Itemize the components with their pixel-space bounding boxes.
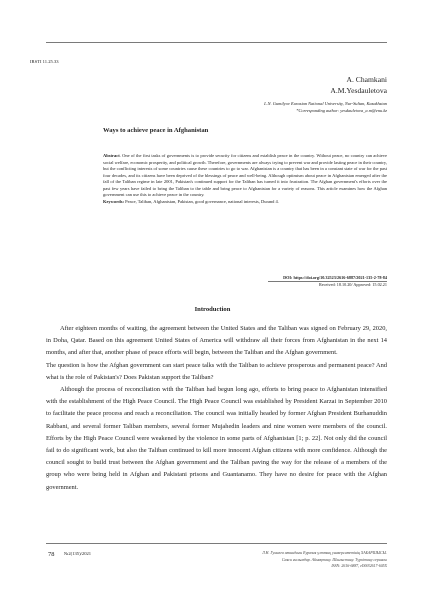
- journal-issn: ISSN: 2616-6887, eISSN2617-605X: [331, 564, 387, 568]
- author-name: A.M.Yesdauletova: [330, 86, 387, 95]
- journal-name: Л.Н. Гумилев атындағы Еуразия ұлттық университетінің ХАБАРШЫСЫ.: [262, 551, 387, 555]
- authors-block: [330, 74, 387, 96]
- journal-issue: №2(135)/2021: [64, 551, 92, 556]
- body-paragraph: After eighteen months of waiting, the agreement between the United States and the Taliban was signed on February 29, 2020, in Doha, Qatar. Based on this agreement United States of America will withdraw all their forces from Afghanistan in the next 14 months, and after that, another phase of peace efforts will begin, between the Taliban and the Afghan government.: [46, 325, 387, 357]
- abstract-text: . One of the first tasks of governments is to provide security for citizens and establish peace in the country. Without peace, no country can achieve social welfare, economic prosperity, and political growth. Therefore, governments are always trying to prevent war and provide lasting peace in their country, but the conflicting interests of some countries cause these countries to go to war. Afghanistan is a country that has been in a constant state of war for the past four decades, and its citizens have been deprived of the blessings of peace and well-being. Although optimism about peace in Afghanistan emerged after the fall of the Taliban regime in late 2001, Pakistan's continued support for the Taliban has turned it into frustration. The Afghan government's efforts over the past few years have failed to bring the Taliban to the table and bring peace to Afghanistan for a variety of reasons. This article examines how the Afghan government can use this to achieve peace in the country.: [103, 153, 387, 198]
- section-heading: Introduction: [194, 306, 231, 313]
- author-name: A. Chamkani: [346, 75, 387, 84]
- page-footer: [46, 545, 387, 580]
- abstract-paragraph: [103, 153, 387, 199]
- keywords-paragraph: [103, 199, 387, 206]
- journal-series: Саяси ғылымдар. Аймақтану. Шығыстану. Түркітану сериясы: [281, 557, 387, 562]
- body-paragraph: Although the process of reconciliation with the Taliban had begun long ago, efforts to bring peace to Afghanistan intensified with the establishment of the High Peace Council. The High Peace Council was established by President Karzai in September 2010 to facilitate the peace process and reach a reconciliation. The council was initially headed by former Afghan President Burhanuddin Rabbani, and several former Taliban members, several former Mujahedin leaders and nine women were members of the council. Efforts by the High Peace Council were weakened by the violence in some parts of Afghanistan [1; p. 22]. Not only did the council fail to do significant work, but also the Taliban continued to kill more innocent Afghan citizens with more confidence. Although the council sought to build trust between the Afghan government and the Taliban paving the way for the release of a members of the group who were being held in Afghan and Pakistani prisons and Guantanamo. They have no desire for peace with the Afghan government.: [46, 386, 387, 491]
- article-title: Ways to achieve peace in Afghanistan: [103, 127, 209, 134]
- abstract-block: [103, 153, 387, 205]
- doi-link[interactable]: DOI: https://doi.org/10.32523/2616-6887/2021-135-2-78-84: [283, 275, 387, 280]
- corresponding-author: *Corresponding author: yesdauletova_a.m@enu.kz: [296, 108, 387, 113]
- affiliation: L.N. Gumilyov Eurasian National University, Nur-Sultan, Kazakhstan: [264, 101, 387, 106]
- keywords-text: Peace, Taliban, Afghanistan, Pakistan, good governance, national interests, Durand 4.: [124, 198, 279, 204]
- irsti-code: IRSTI 11.25.33: [30, 59, 59, 64]
- received-dates: Received: 18.10.20/ Approved: 15.02.21: [318, 282, 387, 287]
- abstract-label: Abstract: [103, 153, 120, 158]
- affiliation-block: [264, 100, 387, 114]
- page-number: 78: [48, 551, 55, 558]
- body-text: [46, 323, 387, 494]
- footer-rule: [46, 543, 387, 544]
- keywords-label: Keywords:: [103, 198, 124, 204]
- journal-info: [227, 550, 387, 570]
- top-rule: [46, 42, 387, 43]
- body-paragraph: The question is how the Afghan government can start peace talks with the Taliban to achieve prosperous and permanent peace? And what is the role of Pakistan's? Does Pakistan support the Taliban?: [46, 361, 387, 381]
